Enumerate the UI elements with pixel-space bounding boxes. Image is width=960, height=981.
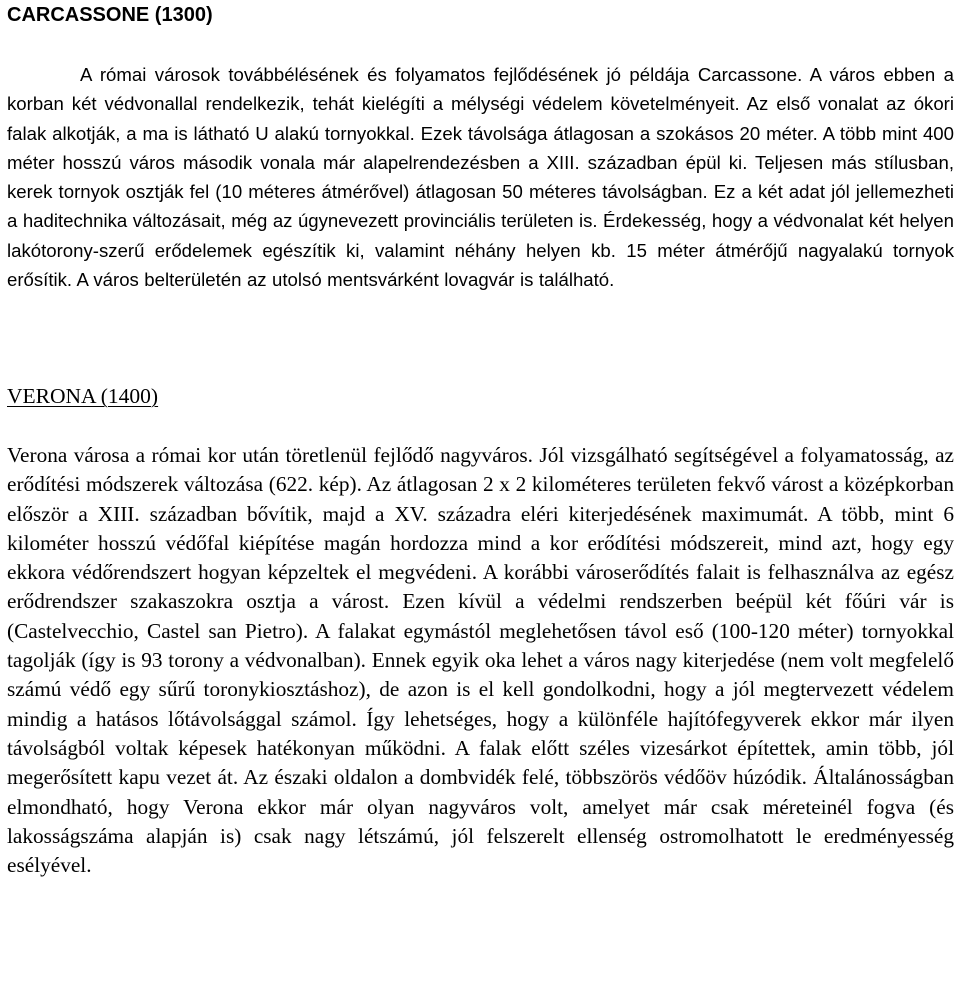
- section-title-verona: VERONA (1400): [7, 384, 159, 408]
- section-body-verona: Verona városa a római kor után töretlenül fejlődő nagyváros. Jól vizsgálható segítségével a folyamatosság, az erődítési módszerek változása (622. kép). Az átlagosan 2 x 2 kilométeres területen fekvő várost a középkorban először a XIII. században bővítik, majd a XV. századra eléri kiterjedésének maximumát. A több, mint 6 kilométer hosszú védőfal kiépítése magán hordozza mind a kor erődítési módszereit, mind azt, hogy egy ekkora védőrendszert hogyan képzeltek el megvédeni. A korábbi városerődítés falait is felhasználva az egész erődrendszer szakaszokra osztja a várost. Ezen kívül a védelmi rendszerben beépül két főúri vár is (Castelvecchio, Castel san Pietro). A falakat egymástól meglehetősen távol eső (100-120 méter) tornyokkal tagolják (így is 93 torony a védvonalban). Ennek egyik oka lehet a város nagy kiterjedése (nem volt megfelelő számú védő egy sűrű toronykiosztáshoz), de azon is el kell gondolkodni, hogy a jól megtervezett védelem mindig a hatásos lőtávolsággal számol. Így lehetséges, hogy a különféle hajítófegyverek ekkor már ilyen távolságból voltak képesek hatékonyan működni. A falak előtt széles vizesárkot építettek, amin több, jól megerősített kapu vezet át. Az északi oldalon a dombvidék felé, többszörös védőöv húzódik. Általánosságban elmondható, hogy Verona ekkor már olyan nagyváros volt, amelyet már csak méreteinél fogva (és lakosságszáma alapján is) csak nagy létszámú, jól felszerelt ellenség ostromolhatott le eredményesség esélyével.: [7, 443, 954, 878]
- section-body-carcassone: A római városok továbbélésének és folyamatos fejlődésének jó példája Carcassone. A város ebben a korban két védvonallal rendelkezik, tehát kielégíti a mélységi védelem követelményeit. Az első vonalat az ókori falak alkotják, a ma is látható U alakú tornyokkal. Ezek távolsága átlagosan a szokásos 20 méter. A több mint 400 méter hosszú város második vonala már alapelrendezésben a XIII. században épül ki. Teljesen más stílusban, kerek tornyok osztják fel (10 méteres átmérővel) átlagosan 50 méteres távolságban. Ez a két adat jól jellemezheti a haditechnika változásait, még az úgynevezett provinciális területen is. Érdekesség, hogy a védvonalat két helyen lakótorony-szerű erődelemek egészítik ki, valamint néhány helyen kb. 15 méter átmérőjű nagyalakú tornyok erősítik. A város belterületén az utolsó mentsvárként lovagvár is található.: [7, 64, 954, 291]
- section-title-carcassone: CARCASSONE (1300): [7, 4, 213, 26]
